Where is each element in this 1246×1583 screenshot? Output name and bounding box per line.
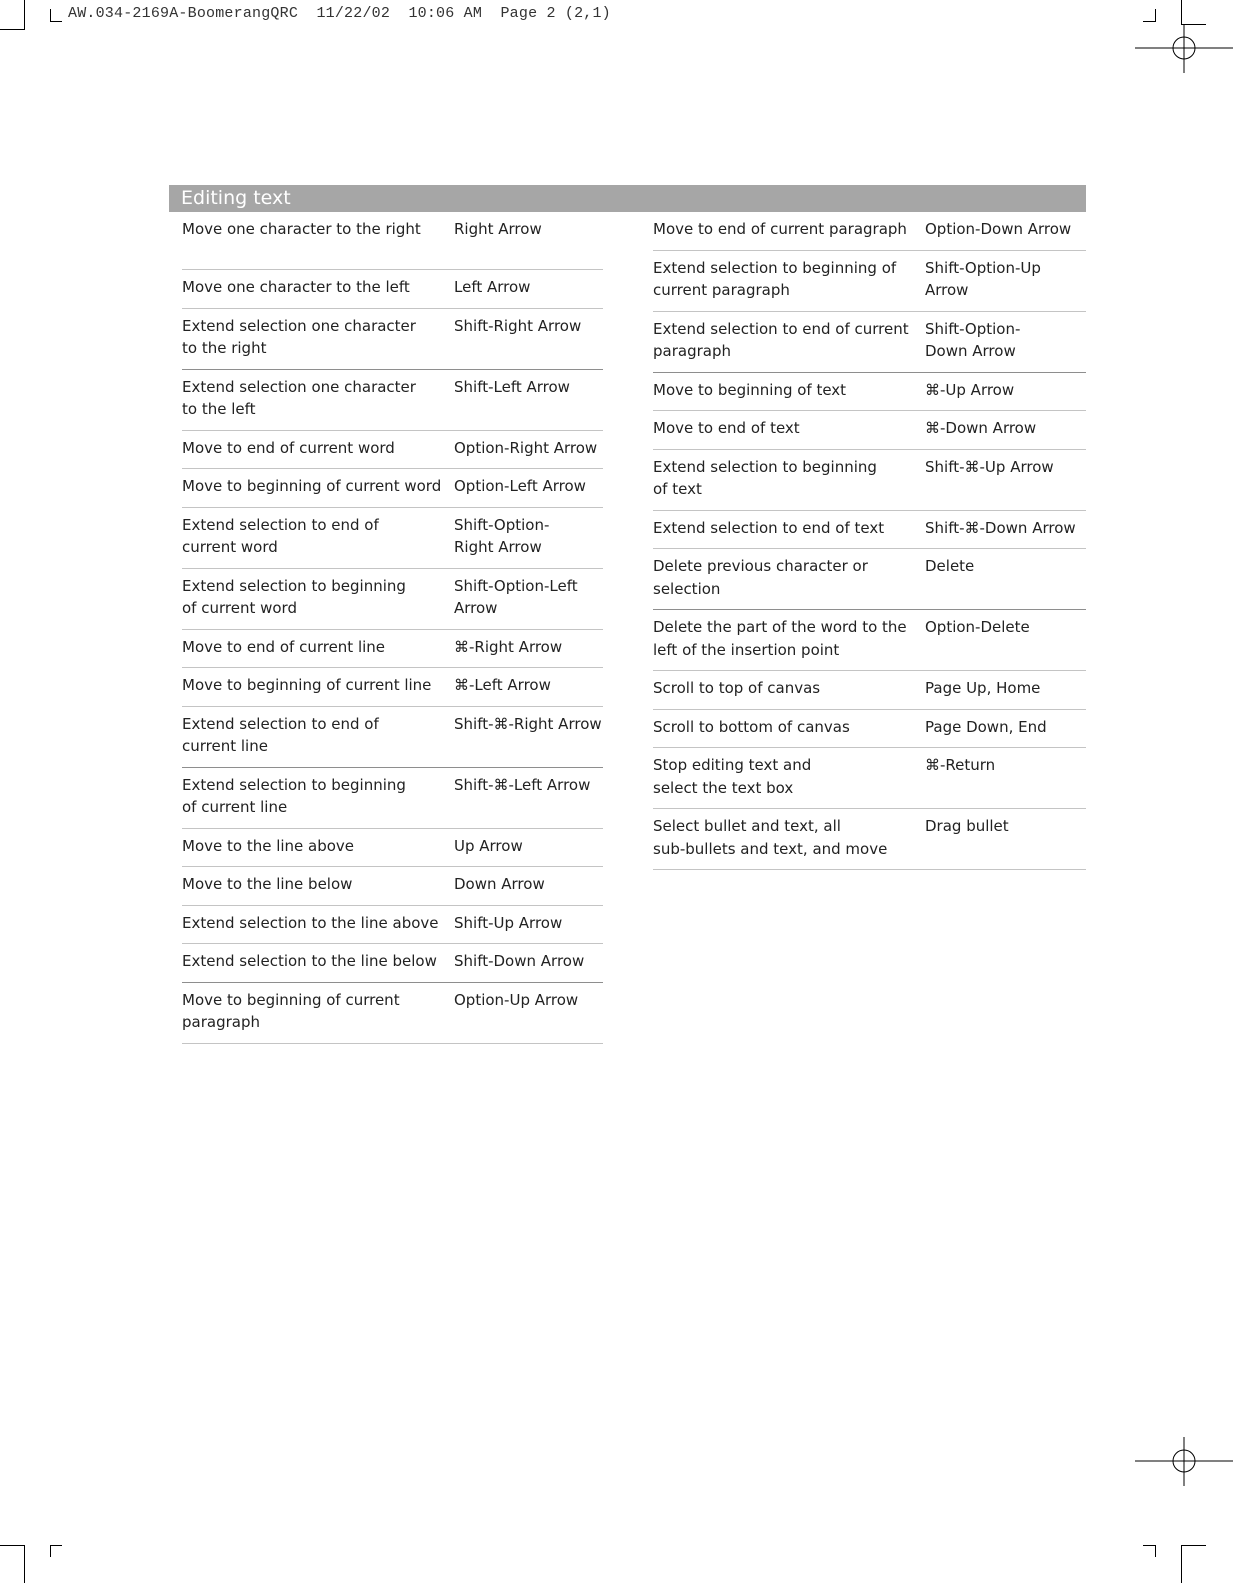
shortcut-keys: [454, 912, 603, 935]
shortcut-action: [182, 315, 454, 360]
shortcut-action: [653, 517, 925, 540]
shortcut-keys: [454, 218, 603, 260]
shortcut-keys: [454, 636, 603, 659]
shortcut-keys: [925, 318, 1086, 363]
shortcut-action: [653, 417, 925, 440]
crop-mark-bottom-left-outer: [0, 1546, 25, 1583]
shortcut-action: [653, 218, 925, 241]
shortcut-action: [182, 950, 454, 973]
shortcut-row: [653, 610, 1086, 671]
shortcut-keys-line: ⌘-Return: [925, 756, 996, 774]
shortcut-action-line: Scroll to top of canvas: [653, 679, 821, 697]
shortcut-action-line: to the right: [182, 339, 267, 357]
shortcut-action-line: Delete the part of the word to the: [653, 618, 907, 636]
shortcut-row: [653, 212, 1086, 251]
shortcut-action-line: of current word: [182, 599, 297, 617]
shortcut-keys-line: Down Arrow: [925, 342, 1016, 360]
shortcut-action-line: Move to end of text: [653, 419, 800, 437]
crop-mark-bottom-right-inner: [1143, 1546, 1156, 1558]
shortcut-keys-line: Drag bullet: [925, 817, 1009, 835]
shortcut-action-line: Extend selection to end of text: [653, 518, 885, 537]
shortcut-keys: [454, 437, 603, 460]
shortcut-keys-line: Page Up, Home: [925, 679, 1041, 697]
shortcut-action: [653, 318, 925, 363]
shortcut-column-left: [182, 212, 603, 1044]
shortcut-action-line: Extend selection to beginning: [182, 576, 406, 595]
section-header: [169, 185, 1086, 212]
shortcut-action-line: Move one character to the right: [182, 220, 421, 238]
shortcut-row: [653, 450, 1086, 511]
shortcut-keys-line: Arrow: [454, 599, 498, 617]
shortcut-action-line: Move one character to the left: [182, 278, 410, 296]
crop-mark-top-left-inner: [51, 9, 63, 22]
shortcut-action-line: Extend selection to beginning: [653, 457, 877, 476]
shortcut-action: [653, 677, 925, 700]
shortcut-keys-line: Shift-Right Arrow: [454, 316, 582, 335]
shortcut-row: [653, 809, 1086, 870]
shortcut-row: [182, 829, 603, 868]
crop-mark-top-right-outer: [1182, 0, 1207, 25]
shortcut-action-line: of text: [653, 480, 702, 498]
shortcut-keys-line: Option-Delete: [925, 618, 1030, 636]
crop-mark-bottom-right-outer: [1182, 1546, 1207, 1583]
shortcut-keys: [925, 517, 1086, 540]
shortcut-action: [182, 873, 454, 896]
shortcut-keys: [925, 555, 1086, 600]
shortcut-keys: [454, 835, 603, 858]
shortcut-keys: [454, 674, 603, 697]
registration-mark-bottom: [1173, 1450, 1195, 1472]
shortcut-action-line: to the left: [182, 400, 256, 418]
shortcut-action: [653, 815, 925, 860]
shortcut-action-line: Delete previous character or selection: [653, 557, 868, 598]
shortcut-row: [182, 707, 603, 768]
shortcut-row: [182, 469, 603, 508]
shortcut-keys-line: Option-Left Arrow: [454, 477, 586, 495]
shortcut-keys-line: Shift-Option-: [454, 515, 550, 534]
shortcut-row: [182, 630, 603, 669]
shortcut-action: [653, 716, 925, 739]
shortcut-keys-line: Down Arrow: [454, 875, 545, 893]
shortcut-action-line: Extend selection to the line below: [182, 952, 437, 970]
shortcut-row: [653, 549, 1086, 610]
shortcut-row: [182, 906, 603, 945]
section-title: Editing text: [181, 187, 291, 209]
shortcut-keys: [925, 456, 1086, 501]
shortcut-row: [653, 671, 1086, 710]
shortcut-keys: [454, 873, 603, 896]
shortcut-keys: [454, 475, 603, 498]
shortcut-keys: [454, 774, 603, 819]
shortcut-keys-line: Shift-Option-Left: [454, 576, 578, 595]
shortcut-keys: [454, 315, 603, 360]
crop-mark-bottom-left-inner: [51, 1546, 63, 1558]
shortcut-action-line: current word: [182, 538, 278, 556]
shortcut-keys-line: ⌘-Down Arrow: [925, 419, 1037, 437]
shortcut-action-line: of current line: [182, 798, 288, 816]
shortcut-action-line: current paragraph: [653, 281, 790, 299]
shortcut-action-line: Extend selection to end of: [182, 714, 379, 733]
shortcut-keys-line: ⌘-Up Arrow: [925, 380, 1015, 399]
shortcut-keys-line: Shift-Up Arrow: [454, 913, 563, 932]
shortcut-action-line: left of the insertion point: [653, 640, 840, 659]
shortcut-action-line: Extend selection one character: [182, 377, 416, 396]
crop-mark-top-left-outer: [0, 0, 25, 30]
shortcut-action: [182, 636, 454, 659]
shortcut-row: [182, 944, 603, 983]
shortcut-row: [182, 212, 603, 270]
shortcut-action-line: Extend selection to end of current: [653, 319, 909, 338]
shortcut-keys: [925, 218, 1086, 241]
shortcut-action-line: Move to end of current line: [182, 637, 386, 656]
shortcut-action-line: Select bullet and text, all: [653, 817, 841, 835]
shortcut-keys: [454, 276, 603, 299]
shortcut-action: [653, 616, 925, 661]
shortcut-action-line: Move to the line above: [182, 836, 355, 855]
shortcut-action-line: Move to beginning of current line: [182, 676, 432, 694]
shortcut-action-line: paragraph: [653, 342, 731, 360]
shortcut-row: [653, 251, 1086, 312]
shortcut-action-line: Extend selection to the line above: [182, 913, 439, 932]
shortcut-action-line: current line: [182, 737, 268, 755]
shortcut-action-line: Move to end of current word: [182, 438, 395, 457]
shortcut-keys-line: Right Arrow: [454, 220, 542, 238]
shortcut-action: [182, 514, 454, 559]
shortcut-keys-line: Shift-Option-Up Arrow: [925, 258, 1041, 299]
shortcut-keys-line: Shift-⌘-Down Arrow: [925, 518, 1076, 537]
shortcut-action: [653, 754, 925, 799]
shortcut-action: [182, 674, 454, 697]
shortcut-row: [653, 748, 1086, 809]
shortcut-action-line: Extend selection one character: [182, 316, 416, 335]
shortcut-keys-line: Shift-⌘-Left Arrow: [454, 775, 591, 794]
shortcut-row: [653, 312, 1086, 373]
shortcut-action: [182, 218, 454, 260]
crop-mark-top-right-inner: [1143, 9, 1156, 22]
shortcut-keys-line: Shift-Option-: [925, 319, 1021, 338]
shortcut-keys: [925, 379, 1086, 402]
shortcut-action-line: Scroll to bottom of canvas: [653, 717, 850, 736]
shortcut-keys-line: Left Arrow: [454, 278, 531, 296]
shortcut-action: [653, 257, 925, 302]
shortcut-keys-line: ⌘-Right Arrow: [454, 637, 563, 656]
shortcut-keys-line: Right Arrow: [454, 538, 542, 556]
shortcut-row: [182, 370, 603, 431]
shortcut-action: [182, 276, 454, 299]
shortcut-keys: [925, 257, 1086, 302]
shortcut-keys: [454, 989, 603, 1034]
shortcut-keys: [454, 514, 603, 559]
shortcut-keys: [925, 716, 1086, 739]
shortcut-keys: [925, 417, 1086, 440]
shortcut-action-line: Extend selection to beginning of: [653, 258, 897, 277]
shortcut-action: [182, 437, 454, 460]
shortcut-action: [182, 713, 454, 758]
shortcut-action: [182, 376, 454, 421]
shortcut-row: [653, 373, 1086, 412]
shortcut-keys-line: Shift-Left Arrow: [454, 377, 570, 396]
shortcut-keys-line: ⌘-Left Arrow: [454, 676, 551, 694]
shortcut-keys-line: Option-Up Arrow: [454, 990, 579, 1009]
shortcut-keys: [454, 713, 603, 758]
shortcut-action-line: Move to beginning of current word: [182, 477, 442, 495]
shortcut-keys-line: Shift-Down Arrow: [454, 952, 585, 970]
shortcut-keys-line: Up Arrow: [454, 836, 523, 855]
shortcut-action: [182, 835, 454, 858]
shortcut-action: [182, 912, 454, 935]
shortcut-row: [182, 569, 603, 630]
shortcut-keys: [925, 754, 1086, 799]
shortcut-action: [653, 555, 925, 600]
shortcut-row: [182, 768, 603, 829]
shortcut-keys: [454, 575, 603, 620]
shortcut-keys: [925, 616, 1086, 661]
shortcut-row: [182, 309, 603, 370]
shortcut-action-line: select the text box: [653, 778, 794, 797]
shortcut-keys-line: Shift-⌘-Up Arrow: [925, 457, 1054, 476]
shortcut-row: [182, 867, 603, 906]
print-slug: AW.034-2169A-BoomerangQRC 11/22/02 10:06 AM Page 2 (2,1): [68, 5, 611, 22]
shortcut-action: [653, 379, 925, 402]
shortcut-action-line: sub-bullets and text, and move: [653, 839, 888, 858]
shortcut-keys: [925, 677, 1086, 700]
shortcut-column-right: [653, 212, 1086, 870]
shortcut-action: [182, 989, 454, 1034]
shortcut-keys: [925, 815, 1086, 860]
shortcut-row: [653, 411, 1086, 450]
shortcut-row: [182, 508, 603, 569]
shortcut-action-line: Move to beginning of current: [182, 990, 400, 1009]
shortcut-keys: [454, 950, 603, 973]
registration-mark-top: [1173, 37, 1195, 59]
shortcut-action-line: Move to the line below: [182, 875, 353, 893]
shortcut-action-line: Extend selection to beginning: [182, 775, 406, 794]
shortcut-action-line: Move to end of current paragraph: [653, 220, 907, 238]
shortcut-action-line: Extend selection to end of: [182, 515, 379, 534]
shortcut-row: [653, 710, 1086, 749]
shortcut-action: [182, 774, 454, 819]
shortcut-keys-line: Option-Down Arrow: [925, 220, 1072, 238]
shortcut-action: [182, 475, 454, 498]
shortcut-keys-line: Page Down, End: [925, 717, 1047, 736]
shortcut-keys-line: Shift-⌘-Right Arrow: [454, 714, 602, 733]
shortcut-keys: [454, 376, 603, 421]
shortcut-action: [182, 575, 454, 620]
shortcut-action-line: Move to beginning of text: [653, 380, 847, 399]
shortcut-row: [182, 983, 603, 1044]
shortcut-row: [653, 511, 1086, 550]
shortcut-row: [182, 270, 603, 309]
shortcut-action-line: Stop editing text and: [653, 756, 812, 774]
shortcut-row: [182, 668, 603, 707]
shortcut-row: [182, 431, 603, 470]
shortcut-action: [653, 456, 925, 501]
shortcut-keys-line: Option-Right Arrow: [454, 438, 598, 457]
shortcut-keys-line: Delete: [925, 557, 975, 575]
shortcut-action-line: paragraph: [182, 1013, 260, 1031]
